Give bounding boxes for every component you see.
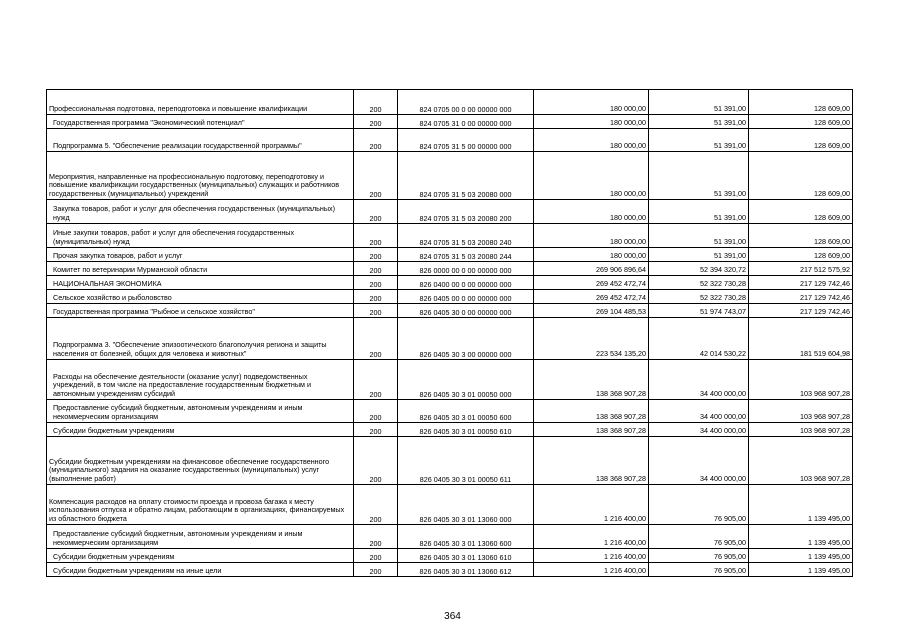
row-exec-cell: 51 391,00: [649, 115, 749, 129]
row-name-cell: Подпрограмма 5. "Обеспечение реализации государственной программы": [47, 129, 354, 152]
row-exec-cell: 52 322 730,28: [649, 276, 749, 290]
row-kbk-cell: 826 0400 00 0 00 00000 000: [398, 276, 534, 290]
row-code-cell: 200: [354, 129, 398, 152]
row-code-cell: 200: [354, 360, 398, 400]
row-rest-cell: 1 139 495,00: [749, 549, 853, 563]
row-code-cell: 200: [354, 200, 398, 224]
row-kbk-cell: 826 0405 30 3 00 00000 000: [398, 318, 534, 360]
row-code-cell: 200: [354, 90, 398, 115]
table-row: [47, 423, 853, 437]
row-kbk-cell: 826 0405 30 3 01 13060 000: [398, 485, 534, 525]
row-plan-cell: 180 000,00: [534, 115, 649, 129]
row-exec-cell: 34 400 000,00: [649, 400, 749, 423]
row-plan-cell: 180 000,00: [534, 90, 649, 115]
row-name-cell: Субсидии бюджетным учреждениям на финансовое обеспечение государственного (муниципального) задания на оказание государственных (муниципальных) услуг (выполнение работ): [47, 437, 354, 485]
row-code-cell: 200: [354, 276, 398, 290]
row-code-cell: 200: [354, 224, 398, 248]
row-exec-cell: 51 391,00: [649, 200, 749, 224]
row-plan-cell: 138 368 907,28: [534, 400, 649, 423]
row-rest-cell: 217 512 575,92: [749, 262, 853, 276]
table-row: [47, 437, 853, 485]
row-exec-cell: 34 400 000,00: [649, 437, 749, 485]
row-kbk-cell: 826 0405 30 3 01 13060 600: [398, 525, 534, 549]
table-row: [47, 276, 853, 290]
row-exec-cell: 34 400 000,00: [649, 360, 749, 400]
row-name-cell: Субсидии бюджетным учреждениям: [47, 423, 354, 437]
row-code-cell: 200: [354, 563, 398, 577]
table-row: [47, 200, 853, 224]
row-rest-cell: 128 609,00: [749, 129, 853, 152]
row-code-cell: 200: [354, 485, 398, 525]
row-name-cell: НАЦИОНАЛЬНАЯ ЭКОНОМИКА: [47, 276, 354, 290]
row-plan-cell: 223 534 135,20: [534, 318, 649, 360]
row-plan-cell: 269 452 472,74: [534, 290, 649, 304]
table-row: [47, 360, 853, 400]
row-kbk-cell: 826 0405 30 3 01 00050 611: [398, 437, 534, 485]
row-plan-cell: 180 000,00: [534, 152, 649, 200]
row-name-cell: Предоставление субсидий бюджетным, автономным учреждениям и иным некоммерческим организациям: [47, 525, 354, 549]
row-name-cell: Профессиональная подготовка, переподготовка и повышение квалификации: [47, 90, 354, 115]
table-row: [47, 290, 853, 304]
row-plan-cell: 1 216 400,00: [534, 549, 649, 563]
row-kbk-cell: 824 0705 31 5 00 00000 000: [398, 129, 534, 152]
row-rest-cell: 128 609,00: [749, 224, 853, 248]
row-name-cell: Иные закупки товаров, работ и услуг для обеспечения государственных (муниципальных) нужд: [47, 224, 354, 248]
row-exec-cell: 51 391,00: [649, 224, 749, 248]
row-exec-cell: 76 905,00: [649, 485, 749, 525]
row-code-cell: 200: [354, 525, 398, 549]
row-plan-cell: 138 368 907,28: [534, 423, 649, 437]
row-kbk-cell: 824 0705 00 0 00 00000 000: [398, 90, 534, 115]
table-row: [47, 90, 853, 115]
row-rest-cell: 103 968 907,28: [749, 423, 853, 437]
row-exec-cell: 76 905,00: [649, 525, 749, 549]
row-name-cell: Подпрограмма 3. "Обеспечение эпизоотического благополучия региона и защиты населения от болезней, общих для человека и животных": [47, 318, 354, 360]
page-number: 364: [444, 611, 461, 622]
row-plan-cell: 269 104 485,53: [534, 304, 649, 318]
row-rest-cell: 128 609,00: [749, 115, 853, 129]
row-plan-cell: 180 000,00: [534, 129, 649, 152]
row-rest-cell: 128 609,00: [749, 90, 853, 115]
table-row: [47, 115, 853, 129]
row-kbk-cell: 826 0405 30 3 01 13060 610: [398, 549, 534, 563]
row-code-cell: 200: [354, 115, 398, 129]
row-rest-cell: 1 139 495,00: [749, 485, 853, 525]
table-row: [47, 400, 853, 423]
row-code-cell: 200: [354, 400, 398, 423]
row-rest-cell: 217 129 742,46: [749, 304, 853, 318]
row-plan-cell: 269 906 896,64: [534, 262, 649, 276]
row-exec-cell: 51 391,00: [649, 90, 749, 115]
row-exec-cell: 51 391,00: [649, 129, 749, 152]
row-name-cell: Сельское хозяйство и рыболовство: [47, 290, 354, 304]
table-row: [47, 129, 853, 152]
row-plan-cell: 180 000,00: [534, 200, 649, 224]
row-plan-cell: 138 368 907,28: [534, 360, 649, 400]
row-code-cell: 200: [354, 152, 398, 200]
row-rest-cell: 103 968 907,28: [749, 360, 853, 400]
row-exec-cell: 76 905,00: [649, 563, 749, 577]
row-rest-cell: 181 519 604,98: [749, 318, 853, 360]
table-row: [47, 485, 853, 525]
row-exec-cell: 52 394 320,72: [649, 262, 749, 276]
table-row: [47, 525, 853, 549]
row-plan-cell: 1 216 400,00: [534, 525, 649, 549]
table-row: [47, 304, 853, 318]
row-rest-cell: 128 609,00: [749, 152, 853, 200]
row-name-cell: Субсидии бюджетным учреждениям: [47, 549, 354, 563]
row-name-cell: Компенсация расходов на оплату стоимости проезда и провоза багажа к месту использования отпуска и обратно лицам, работающим в организациях, финансируемых из областного бюджета: [47, 485, 354, 525]
table-row: [47, 248, 853, 262]
table-row: [47, 152, 853, 200]
row-rest-cell: 217 129 742,46: [749, 276, 853, 290]
row-rest-cell: 1 139 495,00: [749, 525, 853, 549]
row-name-cell: Субсидии бюджетным учреждениям на иные цели: [47, 563, 354, 577]
table-row: [47, 318, 853, 360]
row-code-cell: 200: [354, 318, 398, 360]
row-code-cell: 200: [354, 437, 398, 485]
row-rest-cell: 1 139 495,00: [749, 563, 853, 577]
row-kbk-cell: 826 0405 30 0 00 00000 000: [398, 304, 534, 318]
row-plan-cell: 180 000,00: [534, 248, 649, 262]
row-rest-cell: 217 129 742,46: [749, 290, 853, 304]
row-code-cell: 200: [354, 549, 398, 563]
row-kbk-cell: 824 0705 31 5 03 20080 000: [398, 152, 534, 200]
row-kbk-cell: 824 0705 31 5 03 20080 244: [398, 248, 534, 262]
row-exec-cell: 34 400 000,00: [649, 423, 749, 437]
row-kbk-cell: 826 0405 30 3 01 00050 600: [398, 400, 534, 423]
row-kbk-cell: 824 0705 31 5 03 20080 200: [398, 200, 534, 224]
row-name-cell: Государственная программа "Экономический потенциал": [47, 115, 354, 129]
row-exec-cell: 42 014 530,22: [649, 318, 749, 360]
row-plan-cell: 269 452 472,74: [534, 276, 649, 290]
row-rest-cell: 128 609,00: [749, 248, 853, 262]
table-row: [47, 224, 853, 248]
row-kbk-cell: 824 0705 31 5 03 20080 240: [398, 224, 534, 248]
row-exec-cell: 52 322 730,28: [649, 290, 749, 304]
row-kbk-cell: 826 0405 30 3 01 13060 612: [398, 563, 534, 577]
row-plan-cell: 138 368 907,28: [534, 437, 649, 485]
row-plan-cell: 1 216 400,00: [534, 563, 649, 577]
row-plan-cell: 180 000,00: [534, 224, 649, 248]
row-code-cell: 200: [354, 248, 398, 262]
row-name-cell: Государственная программа "Рыбное и сельское хозяйство": [47, 304, 354, 318]
row-kbk-cell: 824 0705 31 0 00 00000 000: [398, 115, 534, 129]
row-code-cell: 200: [354, 304, 398, 318]
table-row: [47, 563, 853, 577]
row-exec-cell: 51 974 743,07: [649, 304, 749, 318]
row-kbk-cell: 826 0405 30 3 01 00050 000: [398, 360, 534, 400]
table-row: [47, 262, 853, 276]
table-row: [47, 549, 853, 563]
row-plan-cell: 1 216 400,00: [534, 485, 649, 525]
row-rest-cell: 103 968 907,28: [749, 400, 853, 423]
row-kbk-cell: 826 0000 00 0 00 00000 000: [398, 262, 534, 276]
row-rest-cell: 103 968 907,28: [749, 437, 853, 485]
row-name-cell: Закупка товаров, работ и услуг для обеспечения государственных (муниципальных) нужд: [47, 200, 354, 224]
row-exec-cell: 51 391,00: [649, 152, 749, 200]
row-exec-cell: 51 391,00: [649, 248, 749, 262]
row-name-cell: Мероприятия, направленные на профессиональную подготовку, переподготовку и повышение квалификации государственных (муниципальных) служащих и работников государственных (муниципальных) учреждений: [47, 152, 354, 200]
row-kbk-cell: 826 0405 00 0 00 00000 000: [398, 290, 534, 304]
row-rest-cell: 128 609,00: [749, 200, 853, 224]
row-exec-cell: 76 905,00: [649, 549, 749, 563]
row-kbk-cell: 826 0405 30 3 01 00050 610: [398, 423, 534, 437]
row-name-cell: Комитет по ветеринарии Мурманской области: [47, 262, 354, 276]
row-name-cell: Предоставление субсидий бюджетным, автономным учреждениям и иным некоммерческим организациям: [47, 400, 354, 423]
row-name-cell: Прочая закупка товаров, работ и услуг: [47, 248, 354, 262]
row-code-cell: 200: [354, 423, 398, 437]
row-name-cell: Расходы на обеспечение деятельности (оказание услуг) подведомственных учреждений, в том числе на предоставление государственным бюджетным и автономным учреждениям субсидий: [47, 360, 354, 400]
row-code-cell: 200: [354, 262, 398, 276]
row-code-cell: 200: [354, 290, 398, 304]
budget-table: [46, 89, 853, 577]
